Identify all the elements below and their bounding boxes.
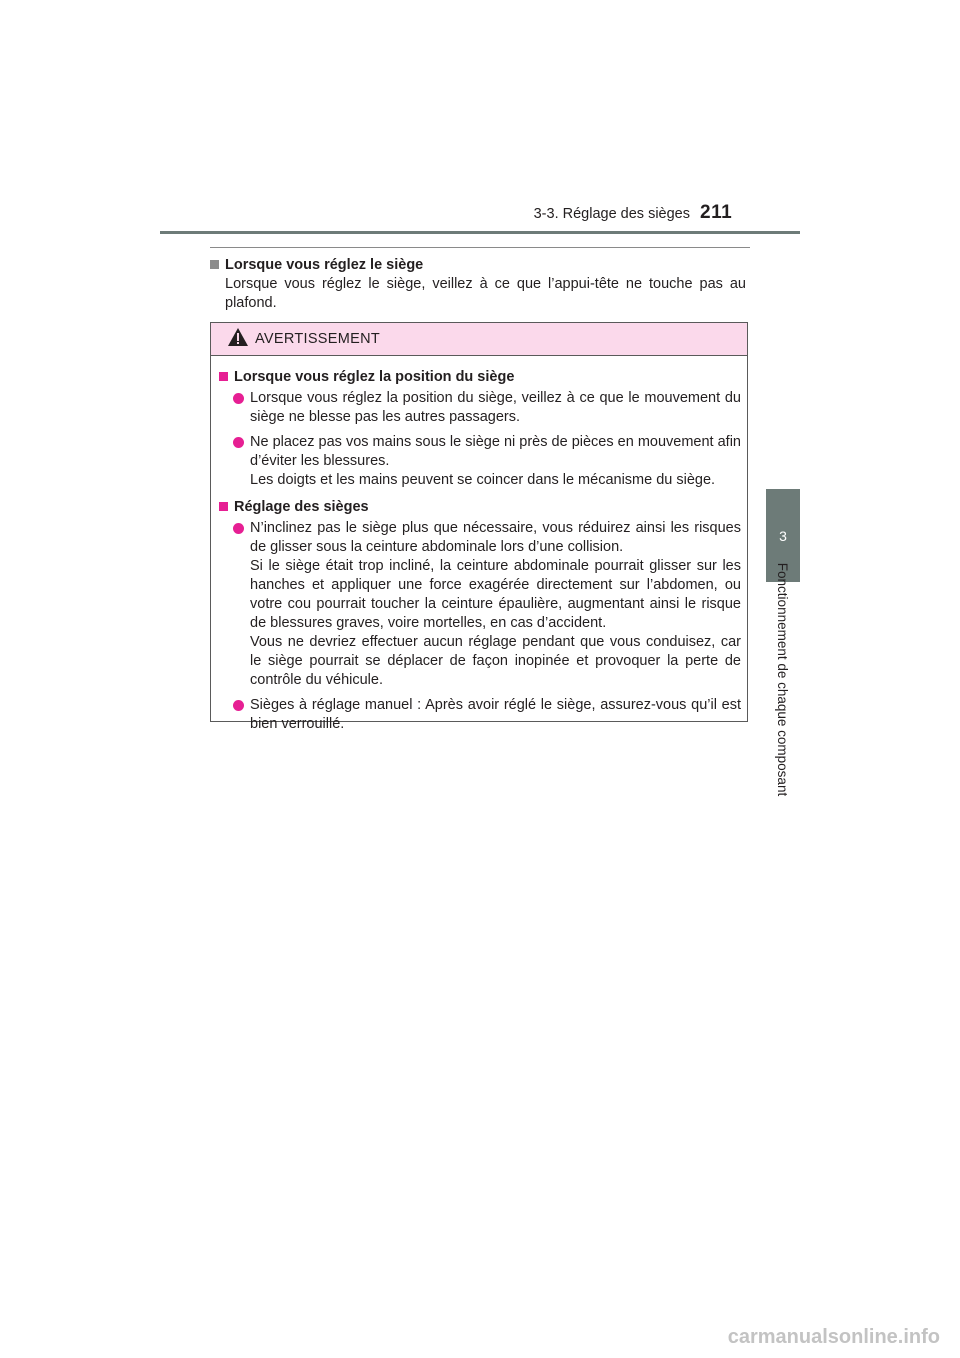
round-bullet-icon bbox=[233, 393, 244, 404]
header-section-title: 3-3. Réglage des sièges bbox=[533, 206, 690, 222]
watermark: carmanualsonline.info bbox=[727, 1326, 940, 1348]
chapter-title bbox=[768, 552, 798, 807]
warning-section-heading bbox=[219, 368, 741, 387]
warning-section-heading bbox=[219, 498, 741, 517]
bullet-item bbox=[233, 696, 741, 734]
bullet-paragraph: Les doigts et les mains peuvent se coincer dans le mécanisme du siège. bbox=[250, 472, 716, 488]
bullet-paragraph: Vous ne devriez effectuer aucun réglage pendant que vous conduisez, car le siège pourrait se déplacer de façon inopinée et provoquer la perte de contrôle du véhicule. bbox=[250, 634, 741, 688]
bullet-paragraph: Lorsque vous réglez la position du siège, veillez à ce que le mouvement du siège ne blesse pas les autres passagers. bbox=[250, 390, 741, 425]
bullet-text bbox=[250, 389, 741, 427]
warning-box bbox=[210, 322, 748, 732]
round-bullet-icon bbox=[233, 700, 244, 711]
page-number: 211 bbox=[700, 202, 733, 223]
warning-body bbox=[211, 356, 747, 734]
round-bullet-icon bbox=[233, 437, 244, 448]
bullet-paragraph: Si le siège était trop incliné, la ceinture abdominale pourrait glisser sur les hanches et appliquer une force exagérée directement sur l’abdomen, ou votre cou pourrait toucher la ceinture épaulière, augmentant ainsi le risque de blessures graves, voire mortelles, en cas d’accident. bbox=[250, 558, 741, 631]
bullet-text bbox=[250, 433, 741, 490]
chapter-number: 3 bbox=[779, 527, 787, 544]
bullet-item bbox=[233, 389, 741, 427]
round-bullet-icon bbox=[233, 523, 244, 534]
intro-heading bbox=[210, 256, 746, 275]
square-bullet-icon bbox=[219, 502, 228, 511]
intro-text: Lorsque vous réglez le siège, veillez à ce que l’appui-tête ne touche pas au plafond. bbox=[225, 276, 746, 311]
bullet-item bbox=[233, 519, 741, 690]
warning-header bbox=[211, 323, 747, 356]
intro-heading-text: Lorsque vous réglez le siège bbox=[225, 257, 424, 273]
bullet-paragraph: Sièges à réglage manuel : Après avoir réglé le siège, assurez-vous qu’il est bien verrouillé. bbox=[250, 697, 741, 732]
bullet-text bbox=[250, 519, 741, 690]
warning-section bbox=[219, 498, 741, 734]
content-rule bbox=[210, 247, 750, 248]
warning-section bbox=[219, 368, 741, 490]
header-rule bbox=[160, 231, 800, 234]
square-bullet-icon bbox=[210, 260, 219, 269]
bullet-item bbox=[233, 433, 741, 490]
bullet-text bbox=[250, 696, 741, 734]
square-bullet-icon bbox=[219, 372, 228, 381]
warning-section-heading-text: Lorsque vous réglez la position du siège bbox=[234, 369, 515, 385]
warning-title: AVERTISSEMENT bbox=[255, 331, 381, 347]
warning-triangle-icon bbox=[227, 327, 249, 352]
chapter-title-text: Fonctionnement de chaque composant bbox=[775, 562, 791, 797]
bullet-paragraph: N’inclinez pas le siège plus que nécessaire, vous réduirez ainsi les risques de glisser sous la ceinture abdominale lors d’une collision. bbox=[250, 520, 741, 555]
intro-section bbox=[210, 256, 746, 313]
bullet-paragraph: Ne placez pas vos mains sous le siège ni près de pièces en mouvement afin d’éviter les blessures. bbox=[250, 434, 741, 469]
warning-section-heading-text: Réglage des sièges bbox=[234, 499, 369, 515]
